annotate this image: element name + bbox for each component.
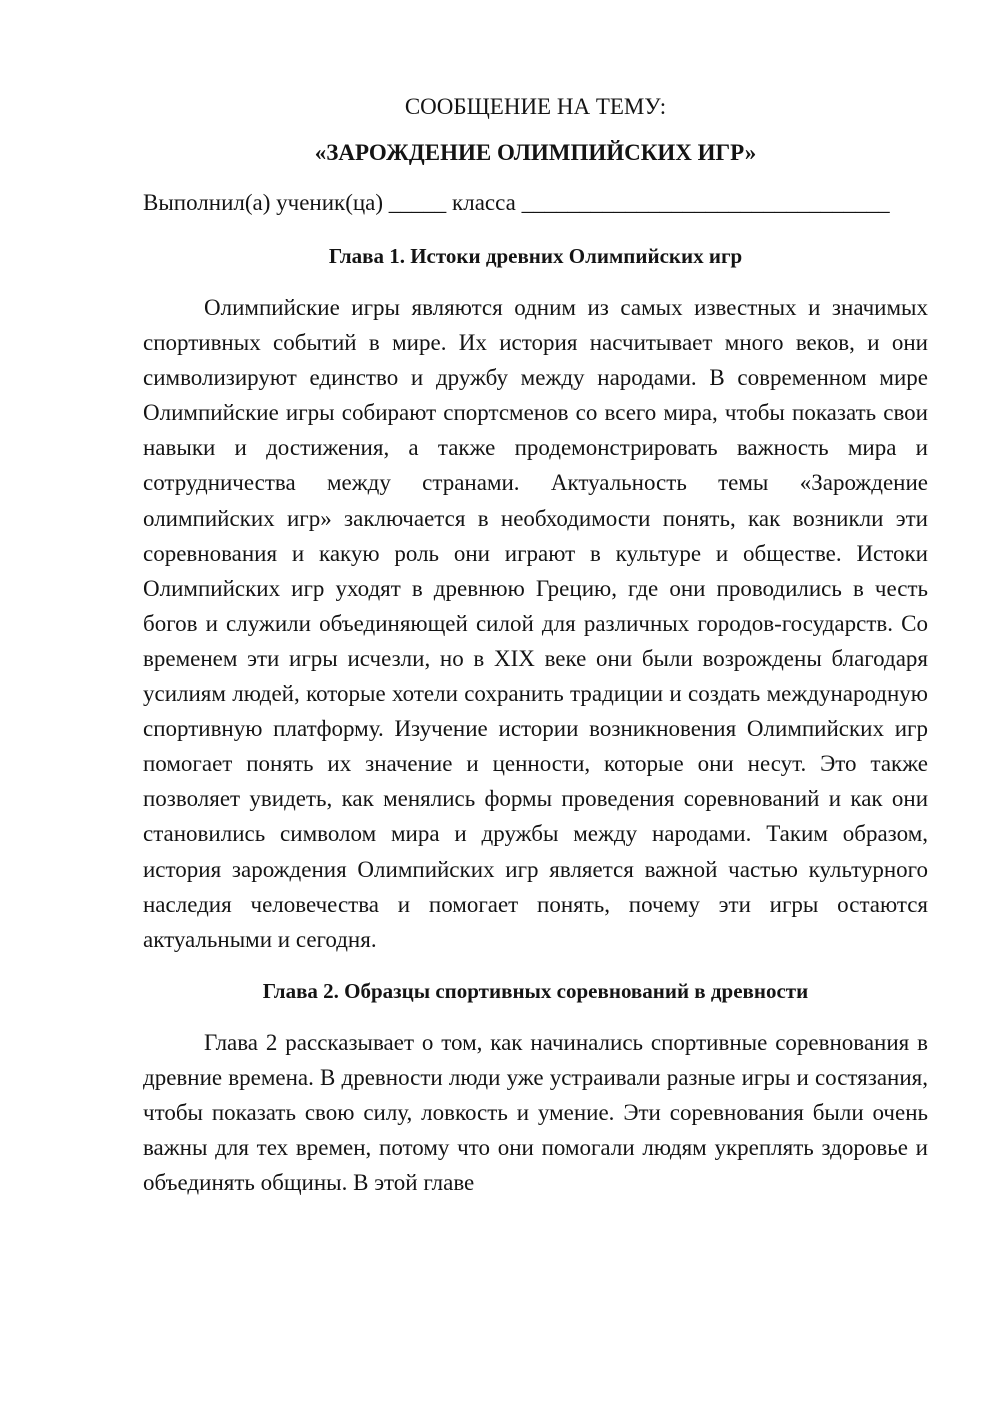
chapter-1-heading: Глава 1. Истоки древних Олимпийских игр	[328, 244, 743, 268]
author-line: Выполнил(а) ученик(ца) _____ класса ________________________________	[143, 190, 890, 215]
document-title-line-2: «ЗАРОЖДЕНИЕ ОЛИМПИЙСКИХ ИГР»	[314, 140, 757, 165]
chapter-1-paragraph: Олимпийские игры являются одним из самых известных и значимых спортивных событий в мире. Их история насчитывает много веков, и они символизируют единство и дружбу между народами. В современном мире Олимпийские игры собирают спортсменов со всего мира, чтобы показать свои навыки и достижения, а также продемонстрировать важность мира и сотрудничества между странами. Актуальность темы «Зарождение олимпийских игр» заключается в необходимости понять, как возникли эти соревнования и какую роль они играют в культуре и обществе. Истоки Олимпийских игр уходят в древнюю Грецию, где они проводились в честь богов и служили объединяющей силой для различных городов-государств. Со временем эти игры исчезли, но в XIX веке они были возрождены благодаря усилиям людей, которые хотели сохранить традиции и создать международную спортивную платформу. Изучение истории возникновения Олимпийских игр помогает понять их значение и ценности, которые они несут. Это также позволяет увидеть, как менялись формы проведения соревнований и как они становились символом мира и дружбы между народами. Таким образом, история зарождения Олимпийских игр является важной частью культурного наследия человечества и помогает понять, почему эти игры остаются актуальными и сегодня.	[143, 295, 928, 952]
chapter-2-heading: Глава 2. Образцы спортивных соревнований в древности	[262, 978, 809, 1003]
document-title-line-1: СООБЩЕНИЕ НА ТЕМУ:	[404, 94, 667, 119]
document-page	[143, 92, 928, 1200]
chapter-2-paragraph: Глава 2 рассказывает о том, как начинались спортивные соревнования в древние времена. В древности люди уже устраивали разные игры и состязания, чтобы показать свою силу, ловкость и умение. Эти соревнования были очень важны для тех времен, потому что они помогали людям укреплять здоровье и объединять общины. В этой главе	[143, 1029, 928, 1196]
